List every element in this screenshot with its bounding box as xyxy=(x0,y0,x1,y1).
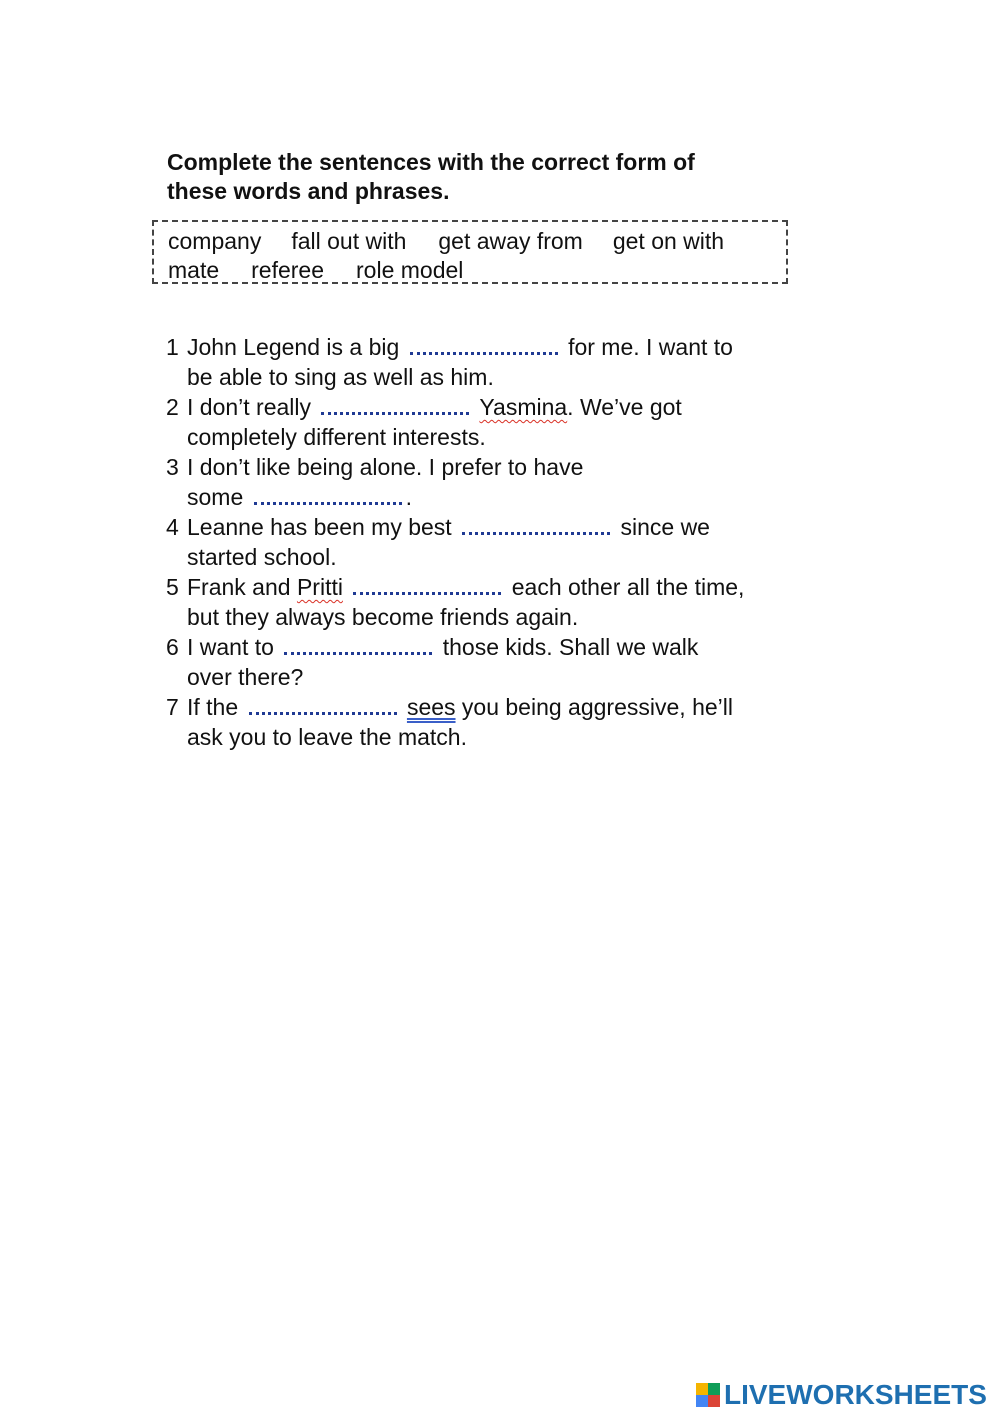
answer-blank-2[interactable] xyxy=(321,394,469,415)
answer-blank-3[interactable] xyxy=(254,484,402,505)
logo-square-4 xyxy=(708,1395,720,1407)
word-option: role model xyxy=(356,257,464,283)
instructions xyxy=(167,148,807,206)
question-1 xyxy=(166,332,806,392)
question-text: . xyxy=(405,484,413,510)
question-text: started school. xyxy=(187,544,337,570)
word-box-line-2 xyxy=(168,257,495,284)
answer-blank-5[interactable] xyxy=(353,574,501,595)
question-name: Pritti xyxy=(296,574,343,600)
question-text: Leanne has been my best xyxy=(187,514,452,540)
question-5 xyxy=(166,572,806,632)
question-6 xyxy=(166,632,806,692)
question-text: I don’t really xyxy=(187,394,312,420)
word-option: fall out with xyxy=(291,228,407,254)
word-option: referee xyxy=(251,257,325,283)
question-text: John Legend is a big xyxy=(187,334,400,360)
question-text: Frank and xyxy=(187,574,291,600)
question-text: completely different interests. xyxy=(187,424,486,450)
question-number: 4 xyxy=(166,514,179,540)
answer-blank-1[interactable] xyxy=(410,334,558,355)
question-word: sees xyxy=(406,694,456,720)
question-text: but they always become friends again. xyxy=(187,604,579,630)
answer-blank-4[interactable] xyxy=(462,514,610,535)
question-text: you being aggressive, he’ll xyxy=(461,694,733,720)
question-text: ask you to leave the match. xyxy=(187,724,467,750)
logo-square-2 xyxy=(708,1383,720,1395)
word-option: get away from xyxy=(438,228,583,254)
question-3 xyxy=(166,452,806,512)
question-2 xyxy=(166,392,806,452)
question-text: for me. I want to xyxy=(568,334,733,360)
logo-square-1 xyxy=(696,1383,708,1395)
question-number: 5 xyxy=(166,574,179,600)
question-text: be able to sing as well as him. xyxy=(187,364,494,390)
question-text: each other all the time, xyxy=(511,574,745,600)
question-number: 1 xyxy=(166,334,179,360)
liveworksheets-logo xyxy=(696,1378,987,1412)
instructions-line-1: Complete the sentences with the correct form of xyxy=(167,149,695,175)
question-text: those kids. Shall we walk xyxy=(442,634,699,660)
question-text: since we xyxy=(620,514,710,540)
question-number: 7 xyxy=(166,694,179,720)
answer-blank-6[interactable] xyxy=(284,634,432,655)
word-option: company xyxy=(168,228,262,254)
question-name: Yasmina xyxy=(479,394,568,420)
question-text: . We’ve got xyxy=(567,394,682,420)
question-4 xyxy=(166,512,806,572)
question-number: 3 xyxy=(166,454,179,480)
word-option: mate xyxy=(168,257,220,283)
answer-blank-7[interactable] xyxy=(249,694,397,715)
question-list xyxy=(166,332,806,752)
question-text: I don’t like being alone. I prefer to have xyxy=(187,454,584,480)
question-text: If the xyxy=(187,694,239,720)
logo-square-3 xyxy=(696,1395,708,1407)
liveworksheets-icon xyxy=(696,1383,720,1407)
word-option: get on with xyxy=(612,228,725,254)
word-box xyxy=(152,220,788,284)
question-7 xyxy=(166,692,806,752)
question-number: 2 xyxy=(166,394,179,420)
instructions-line-2: these words and phrases. xyxy=(167,178,450,204)
question-text: I want to xyxy=(187,634,274,660)
question-number: 6 xyxy=(166,634,179,660)
question-text: over there? xyxy=(187,664,304,690)
brand-name: LIVEWORKSHEETS xyxy=(724,1379,987,1410)
question-text: some xyxy=(187,484,244,510)
word-box-line-1 xyxy=(168,228,754,255)
